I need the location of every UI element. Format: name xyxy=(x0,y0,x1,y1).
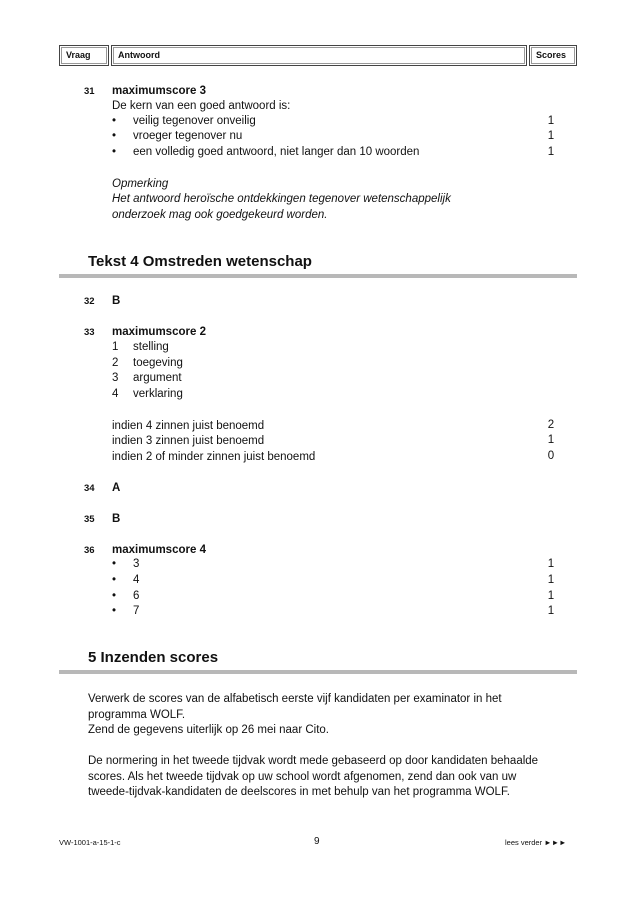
header-col-answer: Antwoord xyxy=(111,45,527,66)
question-number-32: 32 xyxy=(84,296,95,307)
scores-para2-line-2: scores. Als het tweede tijdvak op uw school wordt afgenomen, zend dan ook van uw xyxy=(88,771,517,783)
q36-score-3: 1 xyxy=(547,590,555,602)
question-number-31: 31 xyxy=(84,86,95,97)
scores-para1-line-3: Zend de gegevens uiterlijk op 26 mei naar Cito. xyxy=(88,724,330,736)
footer-document-code: VW-1001-a-15-1-c xyxy=(59,838,121,847)
q35-answer: B xyxy=(112,513,121,525)
q34-answer: A xyxy=(112,482,121,494)
q36-score-1: 1 xyxy=(547,558,555,570)
scores-para1-line-1: Verwerk de scores van de alfabetisch eerste vijf kandidaten per examinator in het xyxy=(88,693,502,705)
q31-remark-line-1: Het antwoord heroïsche ontdekkingen tegenover wetenschappelijk xyxy=(112,193,451,205)
q31-score-1: 1 xyxy=(547,115,555,127)
q33-item-num-4: 4 xyxy=(112,388,119,400)
q36-item-3: 6 xyxy=(133,590,140,602)
q31-bullet-2: • xyxy=(112,130,117,142)
q31-item-3: een volledig goed antwoord, niet langer dan 10 woorden xyxy=(133,146,420,158)
question-number-35: 35 xyxy=(84,514,95,525)
footer-next-page: lees verder ►►► xyxy=(505,838,567,847)
q36-score-2: 1 xyxy=(547,574,555,586)
q33-item-4: verklaring xyxy=(133,388,183,400)
q33-scoring-score-3: 0 xyxy=(547,450,555,462)
q31-bullet-1: • xyxy=(112,115,117,127)
q32-answer: B xyxy=(112,295,121,307)
q33-item-1: stelling xyxy=(133,341,169,353)
header-col-question: Vraag xyxy=(59,45,109,66)
question-number-33: 33 xyxy=(84,327,95,338)
q31-intro: De kern van een goed antwoord is: xyxy=(112,100,291,112)
q36-maxscore: maximumscore 4 xyxy=(112,544,206,556)
q33-item-2: toegeving xyxy=(133,357,183,369)
q33-item-num-2: 2 xyxy=(112,357,119,369)
q36-item-4: 7 xyxy=(133,605,140,617)
question-number-34: 34 xyxy=(84,483,95,494)
q36-bullet-2: • xyxy=(112,574,117,586)
q33-item-num-3: 3 xyxy=(112,372,119,384)
q33-scoring-1: indien 4 zinnen juist benoemd xyxy=(112,420,265,432)
q36-item-1: 3 xyxy=(133,558,140,570)
header-col-scores: Scores xyxy=(529,45,577,66)
q31-bullet-3: • xyxy=(112,146,117,158)
q36-item-2: 4 xyxy=(133,574,140,586)
scores-para1-line-2: programma WOLF. xyxy=(88,709,186,721)
q33-scoring-score-2: 1 xyxy=(547,434,555,446)
question-number-36: 36 xyxy=(84,545,95,556)
q36-score-4: 1 xyxy=(547,605,555,617)
q31-score-3: 1 xyxy=(547,146,555,158)
q33-scoring-score-1: 2 xyxy=(547,419,555,431)
q31-item-2: vroeger tegenover nu xyxy=(133,130,243,142)
q36-bullet-4: • xyxy=(112,605,117,617)
q33-scoring-2: indien 3 zinnen juist benoemd xyxy=(112,435,265,447)
section-title-inzenden-scores: 5 Inzenden scores xyxy=(88,649,219,666)
q36-bullet-3: • xyxy=(112,590,117,602)
section-divider-inzenden-scores xyxy=(59,670,577,674)
q31-item-1: veilig tegenover onveilig xyxy=(133,115,256,127)
q33-scoring-3: indien 2 of minder zinnen juist benoemd xyxy=(112,451,316,463)
section-title-tekst4: Tekst 4 Omstreden wetenschap xyxy=(88,253,312,270)
section-divider-tekst4 xyxy=(59,274,577,278)
scores-para2-line-3: tweede-tijdvak-kandidaten de deelscores in met behulp van het programma WOLF. xyxy=(88,786,510,798)
q31-remark-line-2: onderzoek mag ook goedgekeurd worden. xyxy=(112,209,328,221)
q36-bullet-1: • xyxy=(112,558,117,570)
footer-page-number: 9 xyxy=(314,836,320,847)
q31-score-2: 1 xyxy=(547,130,555,142)
scores-para2-line-1: De normering in het tweede tijdvak wordt mede gebaseerd op door kandidaten behaalde xyxy=(88,755,539,767)
q31-remark-label: Opmerking xyxy=(112,178,169,190)
q31-maxscore: maximumscore 3 xyxy=(112,85,206,97)
q33-item-num-1: 1 xyxy=(112,341,119,353)
q33-item-3: argument xyxy=(133,372,182,384)
q33-maxscore: maximumscore 2 xyxy=(112,326,206,338)
